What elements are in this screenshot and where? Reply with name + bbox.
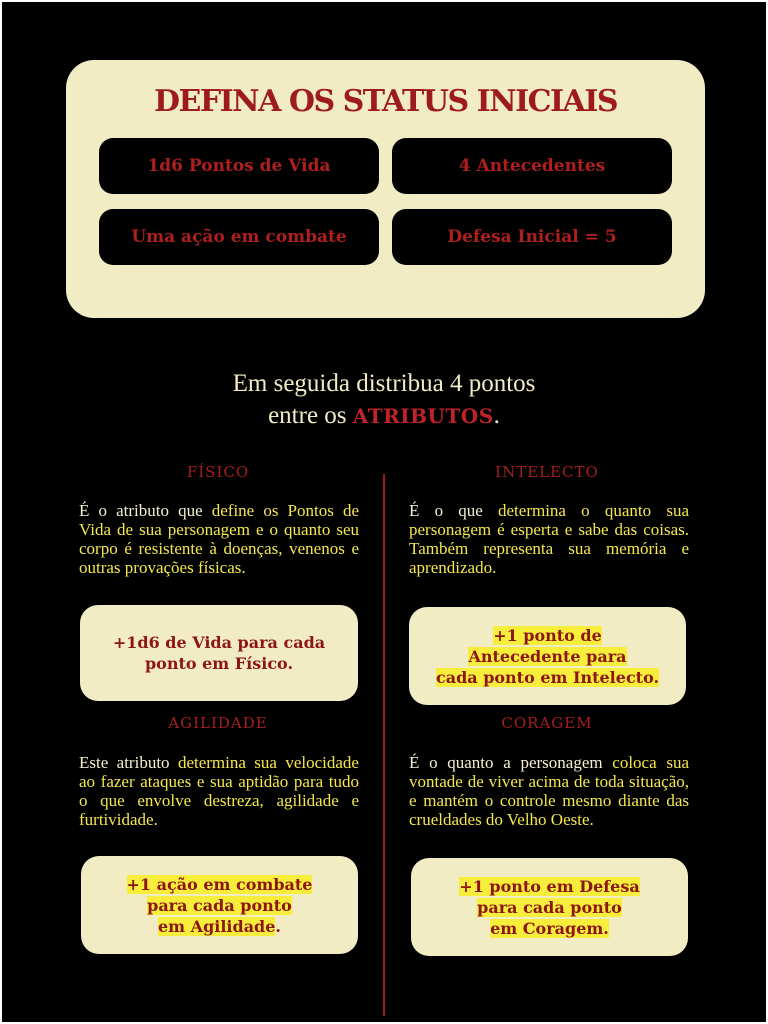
desc-intelecto-highlight: determina o quanto sua personagem é esperta e sabe das coisas. Também representa sua memória e aprendizado.	[409, 501, 689, 577]
bonus-agilidade-line-2: para cada ponto	[147, 895, 292, 915]
desc-fisico-highlight: define os Pontos de Vida de sua personagem e o quanto seu corpo é resistente à doenças, venenos e outras provações físicas.	[79, 501, 359, 577]
bonus-coragem-line-1: +1 ponto em Defesa	[459, 876, 640, 896]
bonus-coragem-line-2: para cada ponto	[477, 897, 622, 917]
desc-intelecto	[409, 501, 689, 577]
initial-status-panel	[66, 60, 705, 318]
heading-fisico: FÍSICO	[186, 463, 250, 481]
status-combat-action: Uma ação em combate	[99, 209, 379, 265]
bonus-intelecto-line-3: cada ponto em Intelecto.	[435, 667, 660, 687]
bonus-intelecto-line-1: +1 ponto de	[493, 625, 602, 645]
intro-line-2-end: .	[493, 402, 500, 429]
bonus-coragem-line-3: em Coragem.	[490, 918, 609, 938]
bonus-coragem	[411, 858, 688, 956]
desc-coragem-plain: É o quanto a personagem	[409, 753, 613, 772]
heading-coragem: CORAGEM	[501, 714, 593, 732]
bonus-agilidade	[81, 856, 358, 954]
desc-agilidade-highlight: determina sua velocidade ao fazer ataques e sua aptidão para tudo o que envolve destreza, agilidade e furtividade.	[79, 753, 359, 829]
bonus-fisico-text: +1d6 de Vida para cada ponto em Físico.	[112, 633, 326, 673]
intro-line-2-start: entre os	[268, 402, 353, 429]
status-life-points: 1d6 Pontos de Vida	[99, 138, 379, 194]
desc-fisico	[79, 501, 359, 577]
desc-coragem	[409, 753, 689, 829]
heading-agilidade: AGILIDADE	[168, 714, 268, 732]
bonus-agilidade-line-3: em Agilidade	[157, 916, 276, 936]
status-title: DEFINA OS STATUS INICIAIS	[153, 84, 618, 119]
desc-agilidade	[79, 753, 359, 829]
intro-line-1: Em seguida distribua 4 pontos	[232, 370, 536, 397]
bonus-agilidade-period: .	[275, 916, 281, 936]
bonus-agilidade-line-1: +1 ação em combate	[126, 874, 313, 894]
desc-agilidade-plain: Este atributo	[79, 753, 178, 772]
bonus-intelecto	[409, 607, 686, 705]
intro-text	[2, 368, 766, 432]
bonus-agilidade-text	[127, 874, 313, 937]
intro-line-2	[2, 400, 766, 432]
desc-intelecto-plain: É o que	[409, 501, 499, 520]
status-backgrounds: 4 Antecedentes	[392, 138, 672, 194]
bonus-coragem-text	[459, 876, 639, 939]
heading-intelecto: INTELECTO	[495, 463, 599, 481]
status-initial-defense: Defesa Inicial = 5	[392, 209, 672, 265]
bonus-fisico	[80, 605, 358, 701]
page	[2, 2, 766, 1022]
desc-coragem-highlight: coloca sua vontade de viver acima de toda situação, e mantém o controle mesmo diante das crueldades do Velho Oeste.	[409, 753, 689, 829]
bonus-intelecto-text	[425, 625, 670, 688]
desc-fisico-plain: É o atributo que	[79, 501, 212, 520]
column-divider	[383, 474, 385, 1016]
bonus-intelecto-line-2: Antecedente para	[468, 646, 627, 666]
attributes-keyword: ATRIBUTOS	[352, 404, 494, 428]
